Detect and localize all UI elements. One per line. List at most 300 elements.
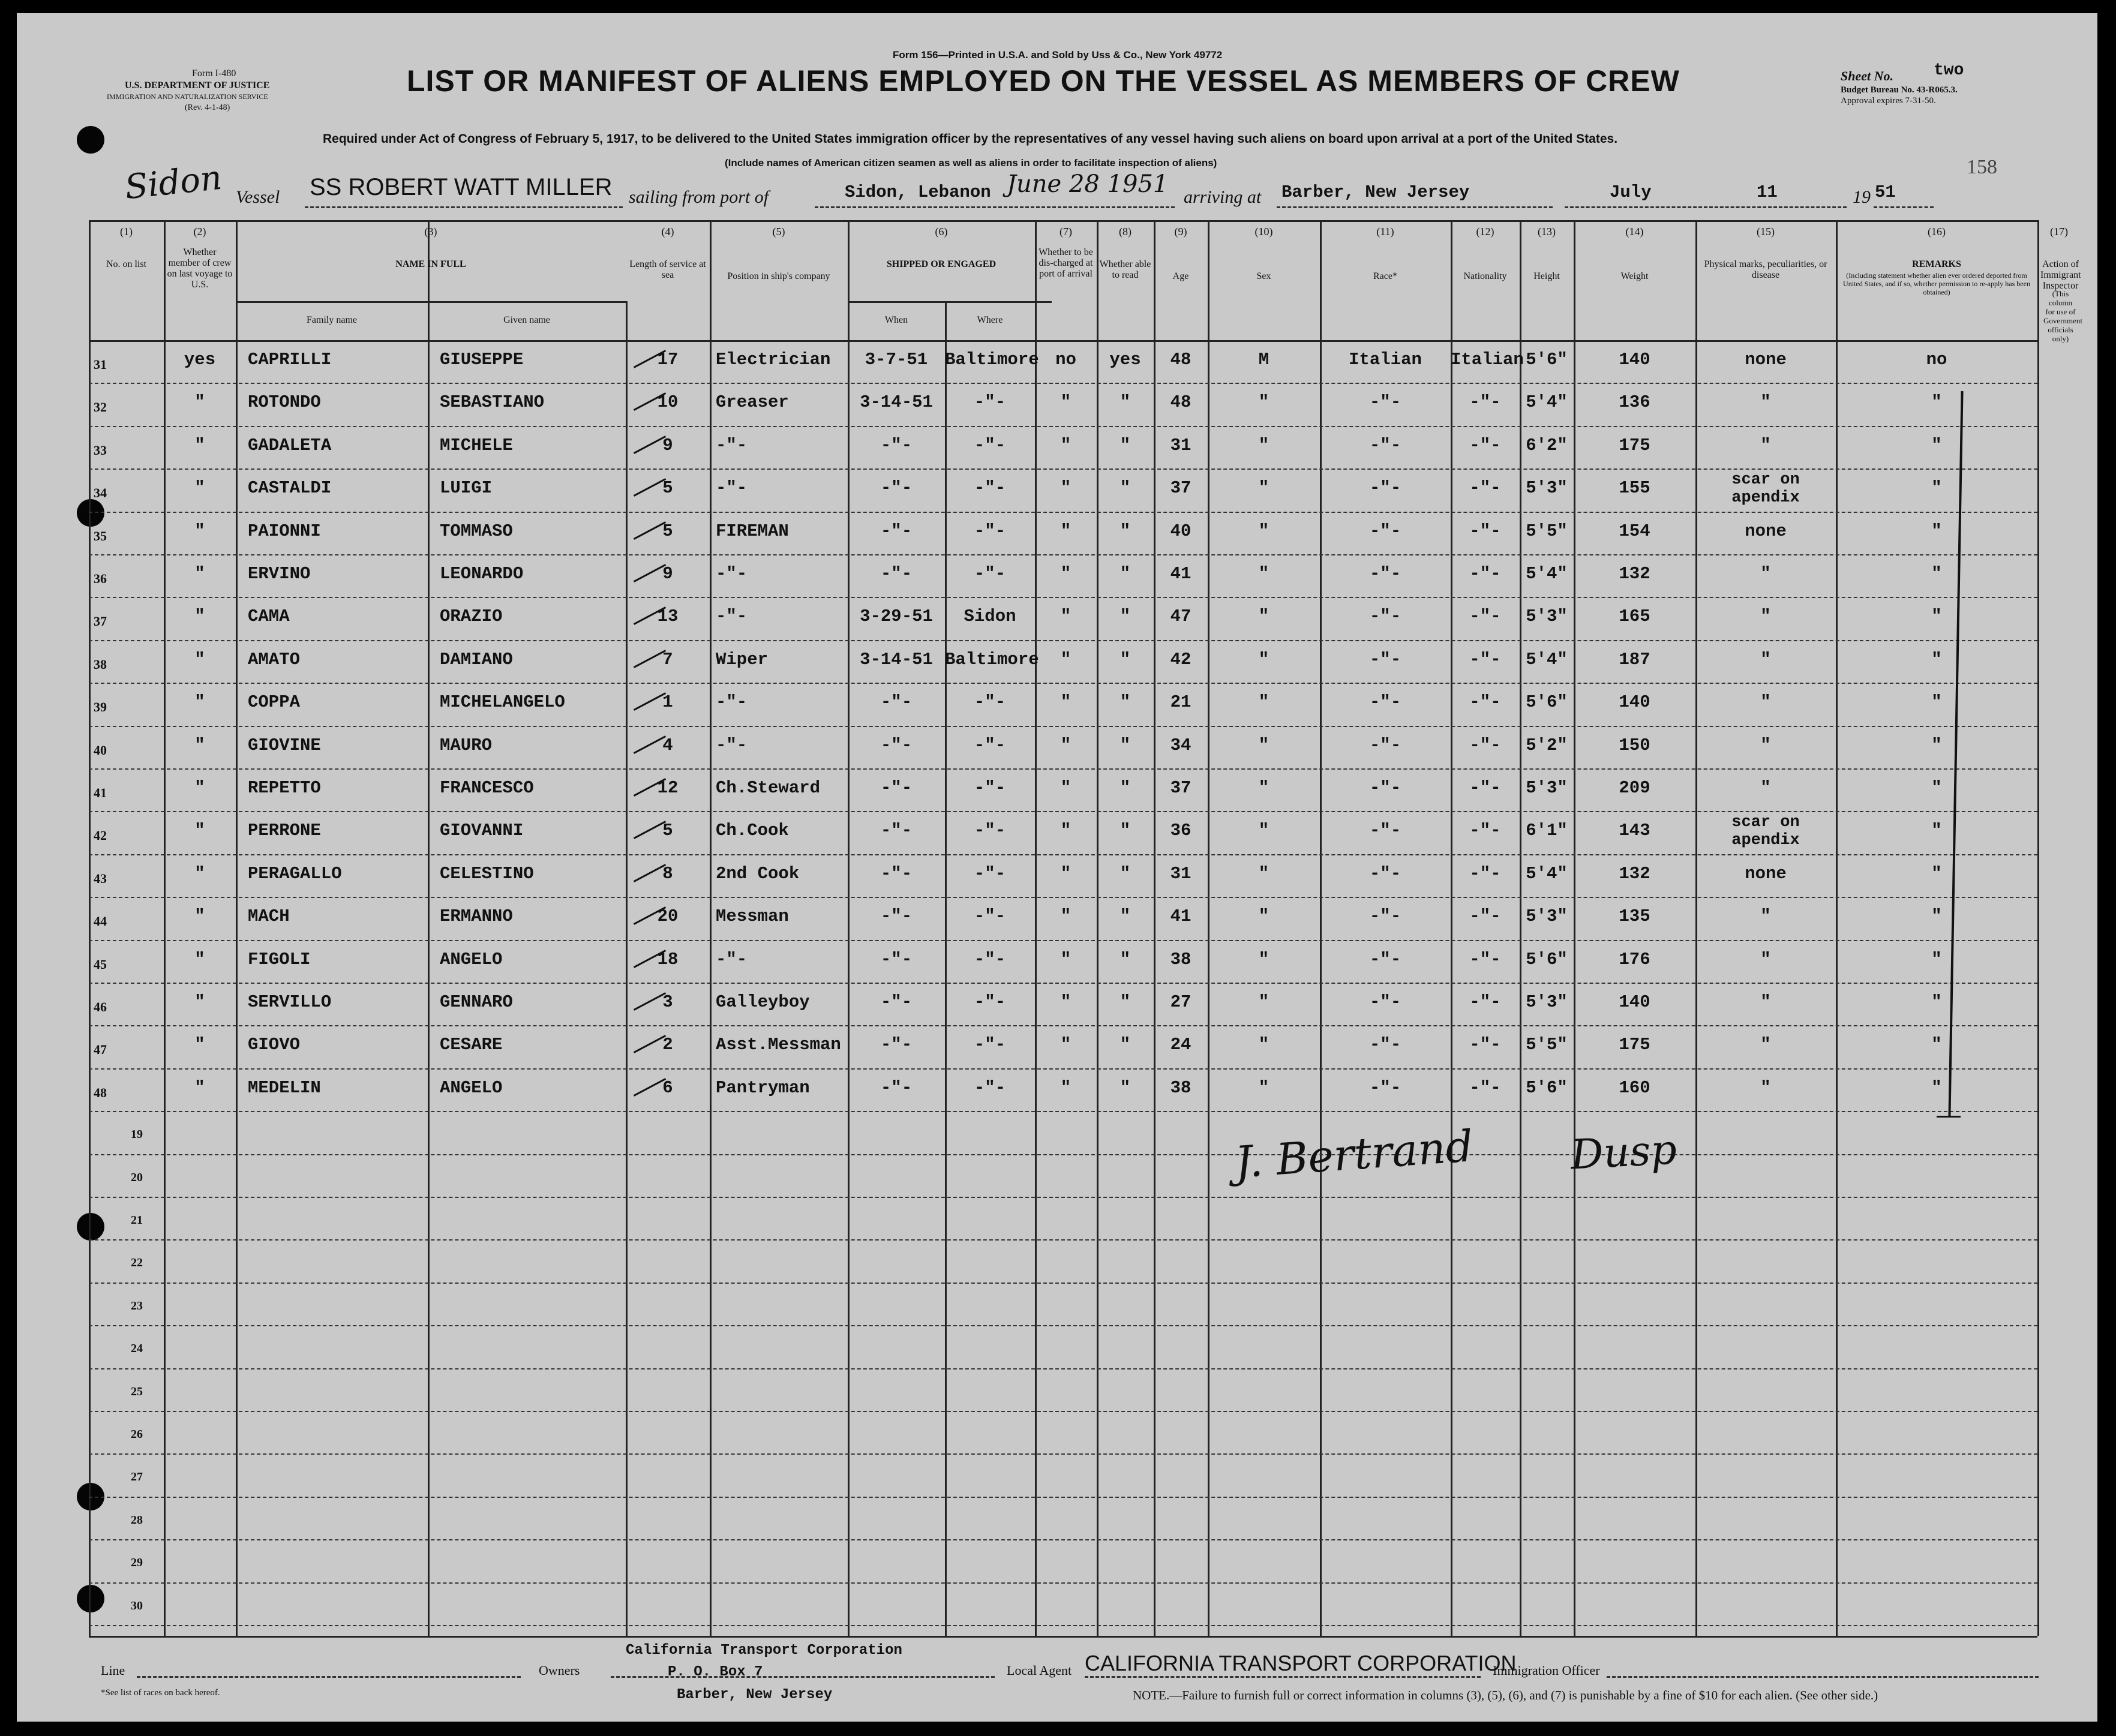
table-row xyxy=(17,983,2081,1025)
header-weight: Weight xyxy=(1620,271,1649,281)
sex-cell: " xyxy=(1258,906,1269,927)
height-cell: 5'4" xyxy=(1526,863,1568,884)
given-name-cell: LUIGI xyxy=(440,478,493,498)
service-length-cell: 9 xyxy=(662,564,673,584)
header-remarks: REMARKS xyxy=(1912,259,1961,269)
shipped-where-cell: -"- xyxy=(974,992,1006,1012)
header-member-last-voyage: Whether member of crew on last voyage to U.S. xyxy=(167,247,233,290)
column-number: (14) xyxy=(1625,226,1644,238)
shipped-when-cell: -"- xyxy=(880,906,913,927)
race-cell: Italian xyxy=(1349,350,1422,370)
table-row xyxy=(17,426,2081,468)
able-to-read-cell: " xyxy=(1119,1035,1131,1055)
sex-cell: " xyxy=(1258,778,1269,798)
inspector-bracket-end xyxy=(1937,1116,1961,1118)
shipped-when-cell: -"- xyxy=(880,478,913,498)
age-cell: 21 xyxy=(1170,692,1191,713)
column-number: (4) xyxy=(661,226,674,238)
age-cell: 41 xyxy=(1170,564,1191,584)
remarks-cell: " xyxy=(1931,606,1942,627)
able-to-read-cell: " xyxy=(1119,992,1131,1012)
crew-last-voyage-cell: " xyxy=(194,435,205,455)
table-row xyxy=(17,683,2081,725)
header-where: Where xyxy=(977,315,1003,325)
weight-cell: 176 xyxy=(1619,949,1650,969)
position-cell: Ch.Steward xyxy=(716,778,821,798)
nationality-cell: -"- xyxy=(1469,1035,1501,1055)
height-cell: 5'6" xyxy=(1526,949,1568,969)
physical-marks-cell: " xyxy=(1760,392,1771,413)
crew-last-voyage-cell: " xyxy=(194,821,205,841)
remarks-cell: " xyxy=(1931,564,1942,584)
family-name-cell: GIOVINE xyxy=(248,735,321,755)
discharged-cell: " xyxy=(1060,692,1071,713)
height-cell: 6'1" xyxy=(1526,821,1568,841)
weight-cell: 132 xyxy=(1619,863,1650,884)
age-cell: 31 xyxy=(1170,863,1191,884)
nationality-cell: Italian xyxy=(1451,350,1524,370)
family-name-cell: GIOVO xyxy=(248,1035,301,1055)
shipped-when-cell: -"- xyxy=(880,821,913,841)
age-cell: 37 xyxy=(1170,478,1191,498)
column-number: (8) xyxy=(1119,226,1131,238)
weight-cell: 155 xyxy=(1619,478,1650,498)
table-row xyxy=(17,640,2081,683)
shipped-where-cell: Baltimore xyxy=(945,350,1039,370)
line-label: Line xyxy=(101,1663,125,1678)
race-cell: -"- xyxy=(1369,949,1401,969)
shipped-when-cell: -"- xyxy=(880,435,913,455)
physical-marks-cell: none xyxy=(1745,863,1787,884)
age-cell: 38 xyxy=(1170,1077,1191,1098)
remarks-cell: " xyxy=(1931,435,1942,455)
sheet-label: Sheet No. xyxy=(1841,68,1893,83)
able-to-read-cell: " xyxy=(1119,435,1131,455)
position-cell: -"- xyxy=(716,606,748,627)
discharged-cell: " xyxy=(1060,435,1071,455)
header-length-of-service: Length of service at sea xyxy=(629,259,706,280)
able-to-read-cell: " xyxy=(1119,1077,1131,1098)
family-name-cell: MEDELIN xyxy=(248,1077,321,1098)
family-name-cell: PAIONNI xyxy=(248,521,321,541)
blank-row-number: 28 xyxy=(131,1513,143,1527)
physical-marks-cell: " xyxy=(1760,992,1771,1012)
officer-underline xyxy=(1607,1676,2039,1678)
blank-row-number: 30 xyxy=(131,1599,143,1612)
row-number: 46 xyxy=(94,999,107,1014)
nationality-cell: -"- xyxy=(1469,606,1501,627)
nationality-cell: -"- xyxy=(1469,564,1501,584)
family-name-cell: MACH xyxy=(248,906,290,927)
sex-cell: " xyxy=(1258,1077,1269,1098)
able-to-read-cell: " xyxy=(1119,606,1131,627)
sheet-number: two xyxy=(1934,61,1964,80)
nationality-cell: -"- xyxy=(1469,692,1501,713)
shipped-when-cell: -"- xyxy=(880,521,913,541)
race-cell: -"- xyxy=(1369,1035,1401,1055)
header-race: Race* xyxy=(1373,271,1397,281)
manifest-page xyxy=(17,13,2097,1722)
discharged-cell: " xyxy=(1060,1077,1071,1098)
age-cell: 48 xyxy=(1170,392,1191,413)
shipped-where-cell: -"- xyxy=(974,692,1006,713)
table-row xyxy=(17,854,2081,897)
height-cell: 5'3" xyxy=(1526,778,1568,798)
race-cell: -"- xyxy=(1369,778,1401,798)
header-sex: Sex xyxy=(1256,271,1271,281)
discharged-cell: " xyxy=(1060,821,1071,841)
family-name-cell: CAPRILLI xyxy=(248,350,332,370)
row-number: 47 xyxy=(94,1042,107,1058)
row-number: 40 xyxy=(94,742,107,758)
owners-label: Owners xyxy=(539,1663,580,1678)
service-length-cell: 8 xyxy=(662,863,673,884)
shipped-where-cell: -"- xyxy=(974,949,1006,969)
given-name-cell: ORAZIO xyxy=(440,606,503,627)
crew-last-voyage-cell: " xyxy=(194,692,205,713)
height-cell: 5'6" xyxy=(1526,692,1568,713)
header-remarks-note: (Including statement whether alien ever ordered deported from United States, and if so, whether permission to re-apply has been obtained) xyxy=(1843,271,2030,296)
row-number: 41 xyxy=(94,785,107,800)
crew-last-voyage-cell: " xyxy=(194,906,205,927)
given-name-cell: GENNARO xyxy=(440,992,513,1012)
physical-marks-cell: none xyxy=(1745,350,1787,370)
discharged-cell: " xyxy=(1060,649,1071,669)
given-name-cell: MAURO xyxy=(440,735,493,755)
sex-cell: " xyxy=(1258,1035,1269,1055)
name-subheader-rule xyxy=(236,301,626,303)
shipped-where-cell: Baltimore xyxy=(945,649,1039,669)
shipped-when-cell: 3-29-51 xyxy=(860,606,933,627)
arriving-label: arriving at xyxy=(1184,187,1262,207)
department: U.S. DEPARTMENT OF JUSTICE xyxy=(125,80,270,91)
discharged-cell: " xyxy=(1060,778,1071,798)
remarks-cell: " xyxy=(1931,906,1942,927)
service-length-cell: 7 xyxy=(662,649,673,669)
remarks-cell: " xyxy=(1931,521,1942,541)
weight-cell: 154 xyxy=(1619,521,1650,541)
sex-cell: " xyxy=(1258,692,1269,713)
able-to-read-cell: " xyxy=(1119,392,1131,413)
service-length-cell: 12 xyxy=(657,778,679,798)
nationality-cell: -"- xyxy=(1469,735,1501,755)
physical-marks-cell: " xyxy=(1760,435,1771,455)
shipped-when-cell: -"- xyxy=(880,949,913,969)
table-row xyxy=(17,811,2081,854)
discharged-cell: " xyxy=(1060,863,1071,884)
shipped-subheader-rule xyxy=(848,301,1052,303)
shipped-where-cell: -"- xyxy=(974,821,1006,841)
row-number: 36 xyxy=(94,571,107,586)
row-rule xyxy=(89,1154,2037,1155)
position-cell: Wiper xyxy=(716,649,769,669)
shipped-where-cell: Sidon xyxy=(964,606,1016,627)
given-name-cell: GIUSEPPE xyxy=(440,350,524,370)
physical-marks-cell: " xyxy=(1760,778,1771,798)
row-number: 48 xyxy=(94,1085,107,1100)
row-number: 31 xyxy=(94,357,107,372)
position-cell: Asst.Messman xyxy=(716,1035,841,1055)
row-number: 35 xyxy=(94,528,107,543)
position-cell: Greaser xyxy=(716,392,789,413)
age-cell: 38 xyxy=(1170,949,1191,969)
service-length-cell: 1 xyxy=(662,692,673,713)
family-name-cell: FIGOLI xyxy=(248,949,311,969)
weight-cell: 136 xyxy=(1619,392,1650,413)
blank-row-number: 29 xyxy=(131,1556,143,1570)
column-number: (9) xyxy=(1174,226,1187,238)
row-rule xyxy=(89,1368,2037,1369)
approval-expiry: Approval expires 7-31-50. xyxy=(1841,96,1936,106)
discharged-cell: " xyxy=(1060,735,1071,755)
owner-box: P. O. Box 7 xyxy=(668,1664,763,1680)
given-name-cell: ERMANNO xyxy=(440,906,513,927)
position-cell: Pantryman xyxy=(716,1077,810,1098)
service-length-cell: 20 xyxy=(657,906,679,927)
shipped-when-cell: -"- xyxy=(880,564,913,584)
position-cell: -"- xyxy=(716,949,748,969)
weight-cell: 175 xyxy=(1619,435,1650,455)
age-cell: 48 xyxy=(1170,350,1191,370)
column-number: (6) xyxy=(935,226,948,238)
race-cell: -"- xyxy=(1369,863,1401,884)
service-length-cell: 2 xyxy=(662,1035,673,1055)
shipped-when-cell: -"- xyxy=(880,992,913,1012)
weight-cell: 132 xyxy=(1619,564,1650,584)
row-rule xyxy=(89,1111,2037,1112)
discharged-cell: " xyxy=(1060,606,1071,627)
owner-name: California Transport Corporation xyxy=(626,1642,902,1659)
crew-last-voyage-cell: " xyxy=(194,1035,205,1055)
service-length-cell: 17 xyxy=(657,350,679,370)
given-name-cell: FRANCESCO xyxy=(440,778,534,798)
race-cell: -"- xyxy=(1369,821,1401,841)
shipped-when-cell: -"- xyxy=(880,735,913,755)
discharged-cell: " xyxy=(1060,949,1071,969)
race-cell: -"- xyxy=(1369,392,1401,413)
remarks-cell: " xyxy=(1931,692,1942,713)
position-cell: Ch.Cook xyxy=(716,821,789,841)
able-to-read-cell: " xyxy=(1119,692,1131,713)
row-rule xyxy=(89,1497,2037,1498)
family-name-cell: ROTONDO xyxy=(248,392,321,413)
able-to-read-cell: " xyxy=(1119,778,1131,798)
crew-last-voyage-cell: " xyxy=(194,564,205,584)
race-cell: -"- xyxy=(1369,521,1401,541)
service-length-cell: 5 xyxy=(662,821,673,841)
given-name-cell: ANGELO xyxy=(440,1077,503,1098)
physical-marks-cell: " xyxy=(1760,649,1771,669)
able-to-read-cell: " xyxy=(1119,478,1131,498)
table-row xyxy=(17,1025,2081,1068)
sex-cell: " xyxy=(1258,992,1269,1012)
service-length-cell: 5 xyxy=(662,478,673,498)
age-cell: 37 xyxy=(1170,778,1191,798)
weight-cell: 165 xyxy=(1619,606,1650,627)
shipped-when-cell: -"- xyxy=(880,1077,913,1098)
race-cell: -"- xyxy=(1369,992,1401,1012)
shipped-when-cell: -"- xyxy=(880,692,913,713)
given-name-cell: LEONARDO xyxy=(440,564,524,584)
remarks-cell: no xyxy=(1926,350,1947,370)
column-number: (12) xyxy=(1476,226,1494,238)
page-number: 158 xyxy=(1967,156,1997,178)
sailing-port: Sidon, Lebanon xyxy=(845,182,991,202)
shipped-where-cell: -"- xyxy=(974,564,1006,584)
crew-last-voyage-cell: " xyxy=(194,778,205,798)
row-number: 37 xyxy=(94,614,107,629)
physical-marks-cell: " xyxy=(1760,564,1771,584)
given-name-cell: TOMMASO xyxy=(440,521,513,541)
arrival-day: 11 xyxy=(1757,182,1778,202)
signature-1: J. Bertrand xyxy=(1233,1121,1475,1188)
discharged-cell: no xyxy=(1055,350,1076,370)
family-name-cell: CAMA xyxy=(248,606,290,627)
age-cell: 31 xyxy=(1170,435,1191,455)
position-cell: Messman xyxy=(716,906,789,927)
table-row xyxy=(17,897,2081,939)
header-action-note: (This column for use of Government officials only) xyxy=(2043,289,2082,343)
remarks-cell: " xyxy=(1931,735,1942,755)
physical-marks-cell: " xyxy=(1760,692,1771,713)
able-to-read-cell: " xyxy=(1119,649,1131,669)
row-number: 42 xyxy=(94,828,107,843)
header-no-on-list: No. on list xyxy=(106,259,147,269)
header-position: Position in ship's company xyxy=(727,271,830,281)
signature-2: Dusp xyxy=(1569,1126,1678,1179)
sex-cell: " xyxy=(1258,478,1269,498)
margin-note: Sidon xyxy=(123,158,224,208)
physical-marks-cell: " xyxy=(1760,606,1771,627)
row-number: 44 xyxy=(94,914,107,929)
service-length-cell: 9 xyxy=(662,435,673,455)
given-name-cell: ANGELO xyxy=(440,949,503,969)
blank-row-number: 21 xyxy=(131,1214,143,1227)
discharged-cell: " xyxy=(1060,992,1071,1012)
able-to-read-cell: yes xyxy=(1109,350,1141,370)
remarks-cell: " xyxy=(1931,778,1942,798)
header-when: When xyxy=(884,315,908,325)
header-able-to-read: Whether able to read xyxy=(1099,259,1151,280)
shipped-when-cell: -"- xyxy=(880,778,913,798)
column-number: (1) xyxy=(120,226,133,238)
blank-row-number: 19 xyxy=(131,1128,143,1142)
blank-row-number: 25 xyxy=(131,1384,143,1398)
height-cell: 5'4" xyxy=(1526,564,1568,584)
line-underline xyxy=(137,1676,521,1678)
height-cell: 5'3" xyxy=(1526,992,1568,1012)
given-name-cell: CELESTINO xyxy=(440,863,534,884)
remarks-cell: " xyxy=(1931,1077,1942,1098)
crew-last-voyage-cell: " xyxy=(194,992,205,1012)
table-row xyxy=(17,726,2081,768)
row-rule xyxy=(89,1283,2037,1284)
nationality-cell: -"- xyxy=(1469,392,1501,413)
age-cell: 40 xyxy=(1170,521,1191,541)
table-row xyxy=(17,768,2081,811)
family-name-cell: PERAGALLO xyxy=(248,863,342,884)
remarks-cell: " xyxy=(1931,649,1942,669)
weight-cell: 140 xyxy=(1619,992,1650,1012)
given-name-cell: CESARE xyxy=(440,1035,503,1055)
position-cell: -"- xyxy=(716,564,748,584)
blank-row-number: 20 xyxy=(131,1170,143,1184)
crew-last-voyage-cell: " xyxy=(194,863,205,884)
family-name-cell: REPETTO xyxy=(248,778,321,798)
owner-city: Barber, New Jersey xyxy=(677,1687,833,1703)
race-cell: -"- xyxy=(1369,564,1401,584)
physical-marks-cell: " xyxy=(1760,1035,1771,1055)
race-cell: -"- xyxy=(1369,692,1401,713)
sex-cell: " xyxy=(1258,521,1269,541)
shipped-where-cell: -"- xyxy=(974,392,1006,413)
remarks-cell: " xyxy=(1931,392,1942,413)
service-length-cell: 13 xyxy=(657,606,679,627)
physical-marks-cell: scar on apendix xyxy=(1731,813,1800,850)
sex-cell: " xyxy=(1258,863,1269,884)
vessel-label: Vessel xyxy=(236,187,280,207)
height-cell: 5'6" xyxy=(1526,1077,1568,1098)
shipped-where-cell: -"- xyxy=(974,778,1006,798)
able-to-read-cell: " xyxy=(1119,735,1131,755)
weight-cell: 140 xyxy=(1619,350,1650,370)
weight-cell: 187 xyxy=(1619,649,1650,669)
service-length-cell: 18 xyxy=(657,949,679,969)
officer-label: Immigration Officer xyxy=(1493,1663,1600,1678)
printer-line: Form 156—Printed in U.S.A. and Sold by Uss & Co., New York 49772 xyxy=(893,49,1223,61)
height-cell: 5'4" xyxy=(1526,649,1568,669)
column-number: (2) xyxy=(193,226,206,238)
sex-cell: " xyxy=(1258,392,1269,413)
service-length-cell: 5 xyxy=(662,521,673,541)
shipped-where-cell: -"- xyxy=(974,478,1006,498)
physical-marks-cell: " xyxy=(1760,735,1771,755)
discharged-cell: " xyxy=(1060,521,1071,541)
column-number: (7) xyxy=(1059,226,1072,238)
agent-label: Local Agent xyxy=(1007,1663,1072,1678)
column-number: (13) xyxy=(1538,226,1556,238)
weight-cell: 135 xyxy=(1619,906,1650,927)
height-cell: 5'2" xyxy=(1526,735,1568,755)
age-cell: 42 xyxy=(1170,649,1191,669)
crew-last-voyage-cell: " xyxy=(194,735,205,755)
crew-last-voyage-cell: yes xyxy=(184,350,216,370)
age-cell: 34 xyxy=(1170,735,1191,755)
service: IMMIGRATION AND NATURALIZATION SERVICE xyxy=(107,92,268,101)
height-cell: 5'4" xyxy=(1526,392,1568,413)
position-cell: FIREMAN xyxy=(716,521,789,541)
able-to-read-cell: " xyxy=(1119,906,1131,927)
remarks-cell: " xyxy=(1931,863,1942,884)
remarks-cell: " xyxy=(1931,992,1942,1012)
header-given-name: Given name xyxy=(503,315,550,325)
header-action-of-inspector: Action of Immigrant Inspector xyxy=(2040,259,2081,291)
nationality-cell: -"- xyxy=(1469,906,1501,927)
shipped-where-cell: -"- xyxy=(974,1077,1006,1098)
position-cell: 2nd Cook xyxy=(716,863,800,884)
physical-marks-cell: " xyxy=(1760,949,1771,969)
family-name-cell: SERVILLO xyxy=(248,992,332,1012)
given-name-cell: GIOVANNI xyxy=(440,821,524,841)
column-number: (11) xyxy=(1376,226,1394,238)
age-cell: 27 xyxy=(1170,992,1191,1012)
family-name-cell: CASTALDI xyxy=(248,478,332,498)
row-number: 39 xyxy=(94,699,107,715)
nationality-cell: -"- xyxy=(1469,521,1501,541)
able-to-read-cell: " xyxy=(1119,863,1131,884)
revision: (Rev. 4-1-48) xyxy=(185,103,230,112)
nationality-cell: -"- xyxy=(1469,863,1501,884)
